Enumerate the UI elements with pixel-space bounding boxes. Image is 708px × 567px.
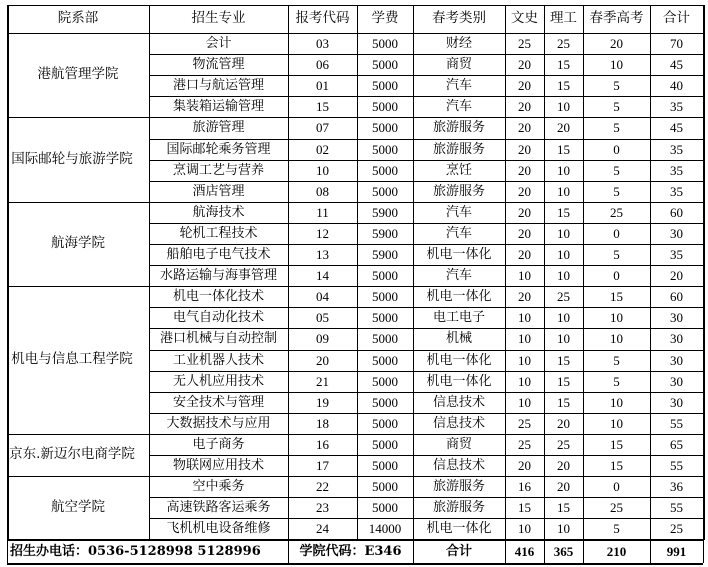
row-divider: [149, 497, 703, 498]
quota-ligong: 20: [557, 415, 570, 431]
quota-wenshi: 10: [518, 373, 531, 389]
row-divider: [149, 328, 703, 329]
quota-wenshi: 20: [518, 162, 531, 178]
exam-code: 03: [316, 36, 329, 52]
quota-total: 30: [670, 310, 683, 326]
row-divider: [149, 223, 703, 224]
major-name: 航海技术: [192, 204, 245, 220]
column-line: [357, 5, 358, 540]
header-chunji: 春季高考: [589, 10, 644, 27]
exam-code: 24: [316, 521, 329, 537]
tuition-fee: 5000: [372, 436, 398, 452]
quota-total: 35: [670, 162, 683, 178]
quota-chunji: 10: [610, 57, 623, 73]
quota-ligong: 10: [557, 247, 570, 263]
exam-code: 16: [316, 436, 329, 452]
quota-wenshi: 20: [518, 183, 531, 199]
tuition-fee: 5000: [372, 373, 398, 389]
quota-total: 30: [670, 331, 683, 347]
school-divider: [7, 117, 703, 118]
quota-ligong: 15: [557, 373, 570, 389]
footer-top-line: [7, 540, 703, 541]
quota-ligong: 10: [557, 268, 570, 284]
quota-wenshi: 25: [518, 436, 531, 452]
quota-chunji: 5: [613, 183, 620, 199]
quota-total: 35: [670, 141, 683, 157]
major-name: 水路运输与海事管理: [159, 268, 277, 284]
tuition-fee: 5000: [372, 289, 398, 305]
school-divider: [7, 286, 703, 287]
exam-code: 08: [316, 183, 329, 199]
quota-wenshi: 20: [518, 289, 531, 305]
quota-wenshi: 10: [518, 352, 531, 368]
exam-code: 21: [316, 373, 329, 389]
quota-total: 60: [670, 204, 683, 220]
row-divider: [149, 518, 703, 519]
quota-ligong: 10: [557, 521, 570, 537]
major-name: 电子商务: [192, 436, 245, 452]
header-fee: 学费: [371, 10, 399, 27]
tuition-fee: 5900: [372, 225, 398, 241]
quota-ligong: 25: [557, 436, 570, 452]
quota-chunji: 5: [613, 352, 620, 368]
quota-total: 55: [670, 500, 683, 516]
row-divider: [149, 392, 703, 393]
footer-column-line: [583, 540, 584, 563]
exam-category: 汽车: [445, 225, 472, 241]
tuition-fee: 5000: [372, 479, 398, 495]
exam-code: 02: [316, 141, 329, 157]
major-name: 国际邮轮乘务管理: [166, 141, 271, 157]
exam-category: 信息技术: [432, 415, 485, 431]
school-divider: [7, 434, 703, 435]
major-name: 集装箱运输管理: [172, 99, 264, 115]
row-divider: [149, 160, 703, 161]
major-name: 酒店管理: [192, 183, 245, 199]
quota-total: 36: [670, 479, 683, 495]
major-name: 电气自动化技术: [172, 310, 264, 326]
exam-category: 汽车: [445, 204, 472, 220]
footer-column-line: [505, 540, 506, 563]
exam-category: 烹饪: [445, 162, 472, 178]
footer-column-line: [413, 540, 414, 563]
exam-code: 12: [316, 225, 329, 241]
major-name: 机电一体化技术: [172, 289, 264, 305]
exam-code: 07: [316, 120, 329, 136]
header-divider: [7, 33, 703, 34]
quota-ligong: 10: [557, 331, 570, 347]
major-name: 安全技术与管理: [172, 394, 264, 410]
quota-chunji: 0: [613, 479, 620, 495]
border-top: [7, 5, 703, 6]
school-divider: [7, 202, 703, 203]
major-name: 港口机械与自动控制: [159, 331, 277, 347]
exam-code: 05: [316, 310, 329, 326]
major-name: 轮机工程技术: [179, 225, 258, 241]
quota-wenshi: 25: [518, 36, 531, 52]
tuition-fee: 5000: [372, 183, 398, 199]
quota-wenshi: 20: [518, 225, 531, 241]
quota-wenshi: 20: [518, 99, 531, 115]
quota-chunji: 5: [613, 521, 620, 537]
footer-column-line: [650, 540, 651, 563]
major-name: 物联网应用技术: [172, 458, 264, 474]
major-name: 烹调工艺与营养: [172, 162, 264, 178]
tuition-fee: 14000: [368, 521, 402, 537]
tuition-fee: 5000: [372, 57, 398, 73]
quota-wenshi: 20: [518, 458, 531, 474]
quota-chunji: 5: [613, 120, 620, 136]
tuition-fee: 5000: [372, 331, 398, 347]
major-name: 高速铁路客运乘务: [166, 500, 271, 516]
footer-column-line: [544, 540, 545, 563]
quota-wenshi: 20: [518, 204, 531, 220]
quota-chunji: 0: [613, 141, 620, 157]
quota-total: 20: [670, 268, 683, 284]
school-name: 航空学院: [51, 498, 105, 515]
footer-column-line: [7, 540, 8, 563]
major-name: 旅游管理: [192, 120, 245, 136]
quota-chunji: 15: [610, 436, 623, 452]
header-wenshi: 文史: [511, 10, 538, 27]
quota-ligong: 20: [557, 120, 570, 136]
quota-ligong: 15: [557, 500, 570, 516]
header-code: 报考代码: [295, 10, 350, 27]
exam-category: 旅游服务: [432, 141, 485, 157]
exam-category: 商贸: [445, 436, 472, 452]
quota-chunji: 25: [610, 204, 623, 220]
quota-total: 30: [670, 225, 683, 241]
exam-category: 信息技术: [432, 394, 485, 410]
column-line: [583, 5, 584, 540]
quota-wenshi: 10: [518, 331, 531, 347]
school-name: 港航管理学院: [37, 66, 119, 83]
quota-ligong: 25: [557, 36, 570, 52]
quota-chunji: 0: [613, 268, 620, 284]
header-major: 招生专业: [191, 10, 246, 27]
column-line: [703, 5, 705, 540]
quota-wenshi: 16: [518, 479, 531, 495]
header-total: 合计: [663, 10, 690, 27]
major-name: 空中乘务: [192, 479, 245, 495]
tuition-fee: 5900: [372, 204, 398, 220]
row-divider: [149, 413, 703, 414]
row-divider: [149, 139, 703, 140]
tuition-fee: 5000: [372, 415, 398, 431]
column-line: [650, 5, 651, 540]
tuition-fee: 5000: [372, 99, 398, 115]
school-name: 机电与信息工程学院: [11, 351, 133, 368]
school-name: 航海学院: [51, 235, 105, 252]
quota-total: 45: [670, 120, 683, 136]
quota-chunji: 10: [610, 415, 623, 431]
exam-code: 22: [316, 479, 329, 495]
exam-category: 旅游服务: [432, 120, 485, 136]
quota-wenshi: 10: [518, 394, 531, 410]
sum-label: 合计: [445, 544, 472, 559]
quota-chunji: 10: [610, 331, 623, 347]
column-line: [413, 5, 414, 540]
row-divider: [149, 181, 703, 182]
tuition-fee: 5000: [372, 162, 398, 178]
exam-code: 10: [316, 162, 329, 178]
exam-category: 财经: [445, 36, 472, 52]
exam-category: 旅游服务: [432, 183, 485, 199]
row-divider: [149, 96, 703, 97]
quota-total: 65: [670, 436, 683, 452]
quota-total: 35: [670, 99, 683, 115]
quota-wenshi: 25: [518, 415, 531, 431]
quota-wenshi: 20: [518, 141, 531, 157]
quota-wenshi: 20: [518, 120, 531, 136]
row-divider: [149, 75, 703, 76]
tuition-fee: 5900: [372, 247, 398, 263]
row-divider: [149, 307, 703, 308]
quota-ligong: 15: [557, 204, 570, 220]
exam-category: 旅游服务: [432, 479, 485, 495]
column-line: [505, 5, 506, 540]
quota-wenshi: 10: [518, 310, 531, 326]
quota-total: 25: [670, 521, 683, 537]
quota-total: 35: [670, 247, 683, 263]
quota-chunji: 15: [610, 289, 623, 305]
exam-category: 机电一体化: [426, 352, 492, 368]
major-name: 飞机机电设备维修: [166, 521, 271, 537]
quota-total: 45: [670, 57, 683, 73]
exam-code: 20: [316, 352, 329, 368]
exam-code: 11: [316, 204, 329, 220]
exam-code: 23: [316, 500, 329, 516]
quota-chunji: 5: [613, 247, 620, 263]
exam-category: 汽车: [445, 268, 472, 284]
column-line: [149, 5, 150, 540]
major-name: 港口与航运管理: [172, 78, 264, 94]
quota-total: 30: [670, 352, 683, 368]
school-divider: [7, 476, 703, 477]
quota-total: 30: [670, 373, 683, 389]
header-ligong: 理工: [550, 10, 577, 27]
exam-code: 13: [316, 247, 329, 263]
exam-category: 机电一体化: [426, 247, 492, 263]
exam-category: 机电一体化: [426, 373, 492, 389]
exam-code: 18: [316, 415, 329, 431]
major-name: 船舶电子电气技术: [166, 247, 271, 263]
exam-code: 09: [316, 331, 329, 347]
exam-code: 04: [316, 289, 329, 305]
quota-chunji: 5: [613, 162, 620, 178]
exam-category: 旅游服务: [432, 500, 485, 516]
sum-wenshi: 416: [514, 544, 535, 559]
college-code: 学院代码：E346: [299, 544, 402, 559]
quota-ligong: 15: [557, 394, 570, 410]
quota-ligong: 10: [557, 99, 570, 115]
exam-code: 19: [316, 394, 329, 410]
quota-wenshi: 15: [518, 500, 531, 516]
exam-code: 15: [316, 99, 329, 115]
major-name: 工业机器人技术: [172, 352, 264, 368]
sum-total: 991: [666, 544, 687, 559]
column-line: [7, 5, 9, 540]
quota-ligong: 10: [557, 183, 570, 199]
quota-total: 55: [670, 458, 683, 474]
exam-category: 商贸: [445, 57, 472, 73]
exam-code: 01: [316, 78, 329, 94]
quota-total: 55: [670, 415, 683, 431]
exam-category: 信息技术: [432, 458, 485, 474]
quota-chunji: 20: [610, 36, 623, 52]
tuition-fee: 5000: [372, 352, 398, 368]
tuition-fee: 5000: [372, 78, 398, 94]
exam-category: 汽车: [445, 99, 472, 115]
sum-ligong: 365: [553, 544, 574, 559]
quota-chunji: 15: [610, 458, 623, 474]
quota-chunji: 5: [613, 373, 620, 389]
exam-code: 17: [316, 458, 329, 474]
school-name: 国际邮轮与旅游学院: [11, 150, 133, 167]
tuition-fee: 5000: [372, 120, 398, 136]
major-name: 会计: [205, 36, 232, 52]
row-divider: [149, 54, 703, 55]
quota-ligong: 20: [557, 479, 570, 495]
tuition-fee: 5000: [372, 141, 398, 157]
quota-ligong: 25: [557, 289, 570, 305]
quota-ligong: 15: [557, 57, 570, 73]
tuition-fee: 5000: [372, 268, 398, 284]
exam-category: 汽车: [445, 78, 472, 94]
quota-ligong: 10: [557, 162, 570, 178]
quota-wenshi: 20: [518, 78, 531, 94]
quota-chunji: 10: [610, 310, 623, 326]
quota-total: 70: [670, 36, 683, 52]
tuition-fee: 5000: [372, 310, 398, 326]
school-name: 京东.新迈尔电商学院: [9, 446, 135, 463]
quota-wenshi: 20: [518, 57, 531, 73]
exam-category: 机械: [445, 331, 472, 347]
major-name: 无人机应用技术: [172, 373, 264, 389]
sum-chunji: 210: [606, 544, 627, 559]
quota-total: 60: [670, 289, 683, 305]
footer-column-line: [703, 540, 704, 563]
header-school: 院系部: [57, 10, 99, 27]
row-divider: [149, 371, 703, 372]
quota-total: 30: [670, 394, 683, 410]
exam-category: 机电一体化: [426, 289, 492, 305]
exam-code: 06: [316, 57, 329, 73]
quota-chunji: 5: [613, 78, 620, 94]
quota-wenshi: 20: [518, 247, 531, 263]
tuition-fee: 5000: [372, 500, 398, 516]
quota-chunji: 10: [610, 394, 623, 410]
column-line: [288, 5, 289, 540]
quota-ligong: 10: [557, 310, 570, 326]
quota-wenshi: 10: [518, 268, 531, 284]
tuition-fee: 5000: [372, 36, 398, 52]
exam-category: 电工电子: [432, 310, 485, 326]
quota-ligong: 10: [557, 225, 570, 241]
tuition-fee: 5000: [372, 394, 398, 410]
major-name: 大数据技术与应用: [166, 415, 271, 431]
quota-chunji: 25: [610, 500, 623, 516]
quota-total: 40: [670, 78, 683, 94]
quota-chunji: 0: [613, 225, 620, 241]
admission-phone: 招生办电话：0536-5128998 5128996: [10, 544, 261, 559]
exam-category: 机电一体化: [426, 521, 492, 537]
tuition-fee: 5000: [372, 458, 398, 474]
quota-chunji: 5: [613, 99, 620, 115]
quota-ligong: 15: [557, 352, 570, 368]
footer-column-line: [288, 540, 289, 563]
top-cut-strip: [0, 0, 708, 3]
quota-total: 35: [670, 183, 683, 199]
header-category: 春考类别: [432, 10, 486, 27]
column-line: [544, 5, 545, 540]
row-divider: [149, 265, 703, 266]
exam-code: 14: [316, 268, 329, 284]
quota-ligong: 15: [557, 141, 570, 157]
row-divider: [149, 244, 703, 245]
border-bottom: [7, 563, 703, 565]
row-divider: [149, 350, 703, 351]
quota-ligong: 15: [557, 78, 570, 94]
quota-ligong: 20: [557, 458, 570, 474]
quota-wenshi: 10: [518, 521, 531, 537]
major-name: 物流管理: [192, 57, 245, 73]
row-divider: [149, 455, 703, 456]
